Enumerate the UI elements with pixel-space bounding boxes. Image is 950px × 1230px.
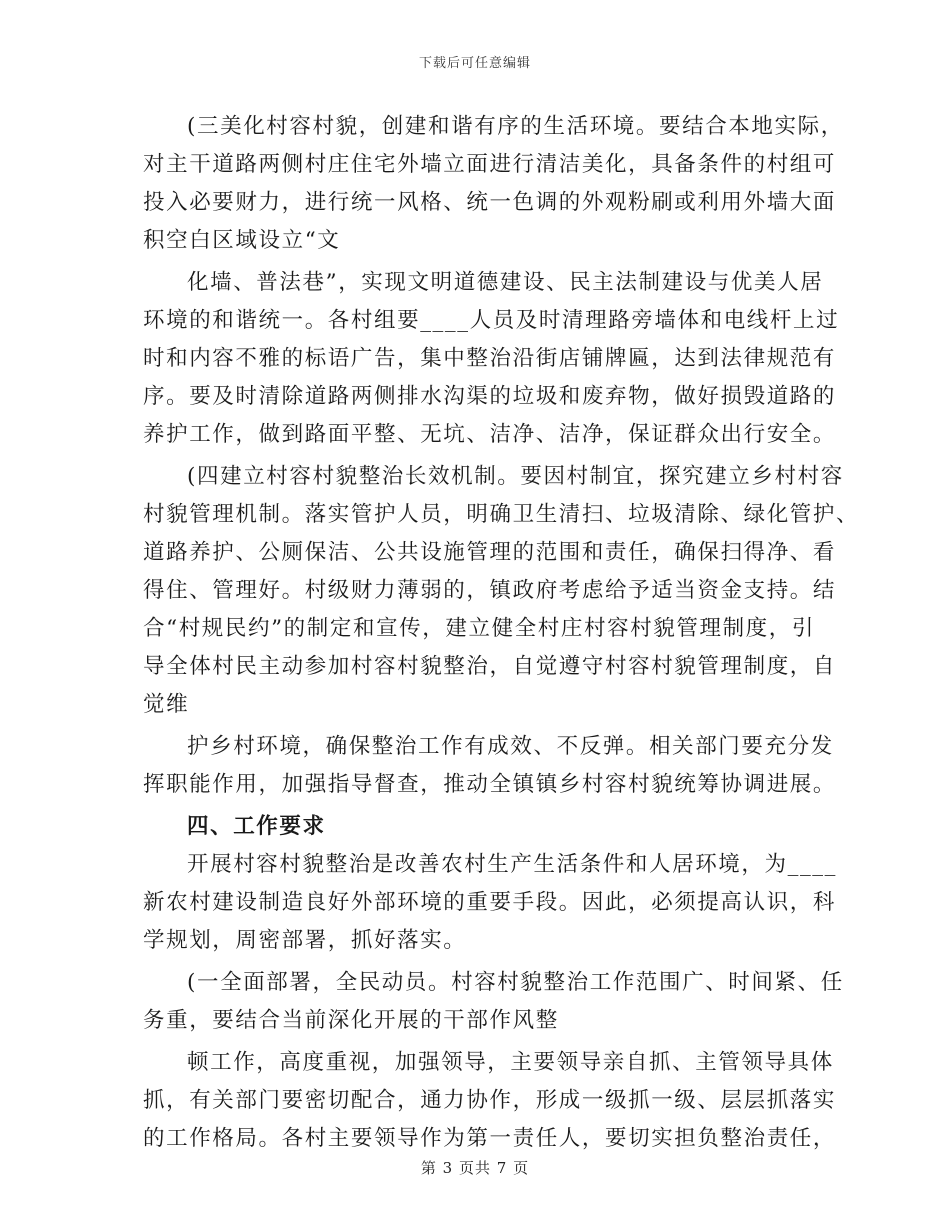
paragraph-line: 投入必要财力，进行统一风格、统一色调的外观粉刷或利用外墙大面 (143, 190, 837, 215)
document-body (143, 108, 860, 1158)
paragraph-line: 顿工作，高度重视，加强领导，主要领导亲自抓、主管领导具体 (187, 1050, 834, 1075)
paragraph-line: 养护工作，做到路面平整、无坑、洁净、洁净，保证群众出行安全。 (143, 422, 837, 447)
paragraph-line: 积空白区域设立“文 (143, 228, 341, 253)
paragraph-line: 合“村规民约”的制定和宣传，建立健全村庄村容村貌管理制度，引 (143, 616, 815, 641)
paragraph-line: 护乡村环境，确保整治工作有成效、不反弹。相关部门要充分发 (187, 734, 834, 759)
paragraph-line: 得住、管理好。村级财力薄弱的，镇政府考虑给予适当资金支持。结 (143, 578, 837, 603)
paragraph-line: 新农村建设制造良好外部环境的重要手段。因此，必须提高认识，科 (143, 890, 837, 915)
paragraph-line: 道路养护、公厕保洁、公共设施管理的范围和责任，确保扫得净、看 (143, 540, 837, 565)
paragraph-line: 时和内容不雅的标语广告，集中整治沿街店铺牌匾，达到法律规范有 (143, 346, 837, 371)
paragraph-line: 挥职能作用，加强指导督查，推动全镇镇乡村容村貌统筹协调进展。 (143, 772, 837, 797)
paragraph-line: 的工作格局。各村主要领导作为第一责任人，要切实担负整治责任， (143, 1126, 837, 1151)
paragraph-line: 序。要及时清除道路两侧排水沟渠的垃圾和废弃物，做好损毁道路的 (143, 384, 837, 409)
page-number: 第 3 页共 7 页 (420, 1159, 530, 1177)
paragraph-line: (四建立村容村貌整治长效机制。要因村制宜，探究建立乡村村容 (187, 464, 844, 489)
paragraph-line: 村貌管理机制。落实管护人员，明确卫生清扫、垃圾清除、绿化管护、 (143, 502, 860, 527)
paragraph-line: 学规划，周密部署，抓好落实。 (143, 928, 467, 953)
paragraph-line: 开展村容村貌整治是改善农村生产生活条件和人居环境，为____ (187, 852, 838, 877)
paragraph-line: 导全体村民主动参加村容村貌整治，自觉遵守村容村貌管理制度，自 (143, 654, 837, 679)
paragraph-line: 务重，要结合当前深化开展的干部作风整 (143, 1008, 559, 1033)
paragraph-line: 化墙、普法巷”，实现文明道德建设、民主法制建设与优美人居 (187, 270, 824, 295)
section-heading: 四、工作要求 (187, 814, 326, 839)
paragraph-line: 抓，有关部门要密切配合，通力协作，形成一级抓一级、层层抓落实 (143, 1088, 837, 1113)
paragraph-line: 觉维 (143, 692, 190, 717)
paragraph-line: (三美化村容村貌，创建和谐有序的生活环境。要结合本地实际， (187, 114, 844, 139)
paragraph-line: 环境的和谐统一。各村组要____人员及时清理路旁墙体和电线杆上过 (143, 308, 840, 333)
paragraph-line: (一全面部署，全民动员。村容村貌整治工作范围广、时间紧、任 (187, 970, 844, 995)
paragraph-line: 对主干道路两侧村庄住宅外墙立面进行清洁美化，具备条件的村组可 (143, 152, 837, 177)
page-header: 下载后可任意编辑 (418, 56, 531, 71)
